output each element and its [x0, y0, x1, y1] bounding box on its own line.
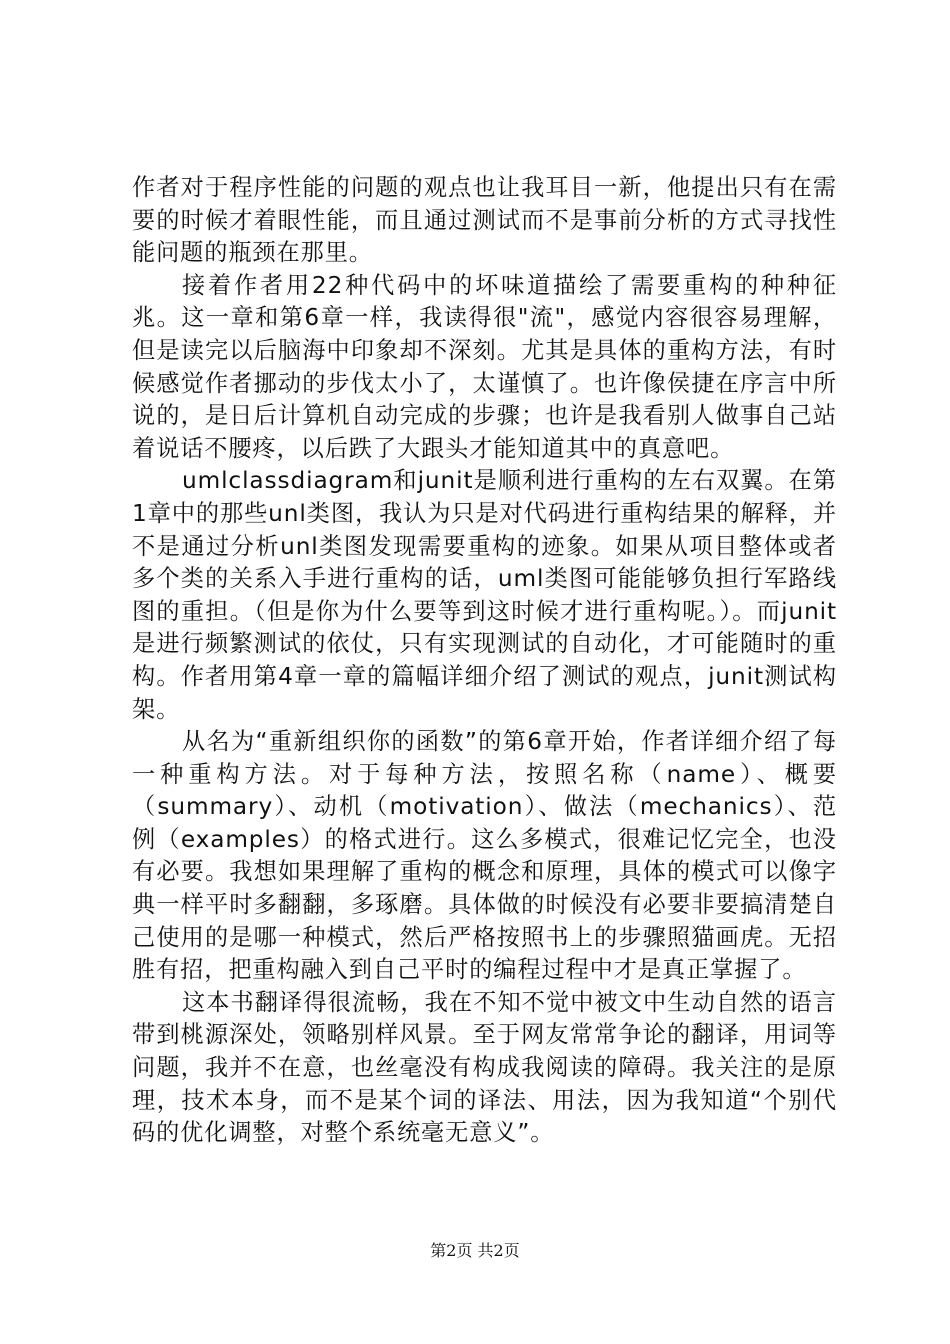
page-number-footer: 第2页 共2页 [430, 1241, 520, 1260]
paragraph-translation: 这本书翻译得很流畅，我在不知不觉中被文中生动自然的语言带到桃源深处，领略别样风景。至于网友常常争论的翻译，用词等问题，我并不在意，也丝毫没有构成我阅读的障碍。我关注的是原理，技术本身，而不是某个词的译法、用法，因为我知道“个别代码的优化调整，对整个系统毫无意义”。 [132, 988, 837, 1147]
paragraph-refactoring-methods: 从名为“重新组织你的函数”的第6章开始，作者详细介绍了每一种重构方法。对于每种方法，按照名称（name）、概要（summary）、动机（motivation）、做法（mechanics）、范例（examples）的格式进行。这么多模式，很难记忆完全，也没有必要。我想如果理解了重构的概念和原理，具体的模式可以像字典一样平时多翻翻，多琢磨。具体做的时候没有必要非要搞清楚自己使用的是哪一种模式，然后严格按照书上的步骤照猫画虎。无招胜有招，把重构融入到自己平时的编程过程中才是真正掌握了。 [132, 728, 837, 984]
paragraph-code-smells: 接着作者用22种代码中的坏味道描绘了需要重构的种种征兆。这一章和第6章一样，我读得很"流"，感觉内容很容易理解，但是读完以后脑海中印象却不深刻。尤其是具体的重构方法，有时候感觉作者挪动的步伐太小了，太谨慎了。也许像侯捷在序言中所说的，是日后计算机自动完成的步骤；也许是我看别人做事自己站着说话不腰疼，以后跌了大跟头才能知道其中的真意吧。 [132, 271, 837, 462]
paragraph-uml-junit: umlclassdiagram和junit是顺利进行重构的左右双翼。在第1章中的那些unl类图，我认为只是对代码进行重构结果的解释，并不是通过分析unl类图发现需要重构的迹象。如果从项目整体或者多个类的关系入手进行重构的话，uml类图可能能够负担行军路线图的重担。（但是你为什么要等到这时候才进行重构呢。）。而junit是进行频繁测试的依仗，只有实现测试的自动化，才可能随时的重构。作者用第4章一章的篇幅详细介绍了测试的观点，junit测试构架。 [132, 467, 837, 723]
body-text [132, 172, 837, 1150]
paragraph-performance: 作者对于程序性能的问题的观点也让我耳目一新，他提出只有在需要的时候才着眼性能，而且通过测试而不是事前分析的方式寻找性能问题的瓶颈在那里。 [132, 174, 837, 267]
